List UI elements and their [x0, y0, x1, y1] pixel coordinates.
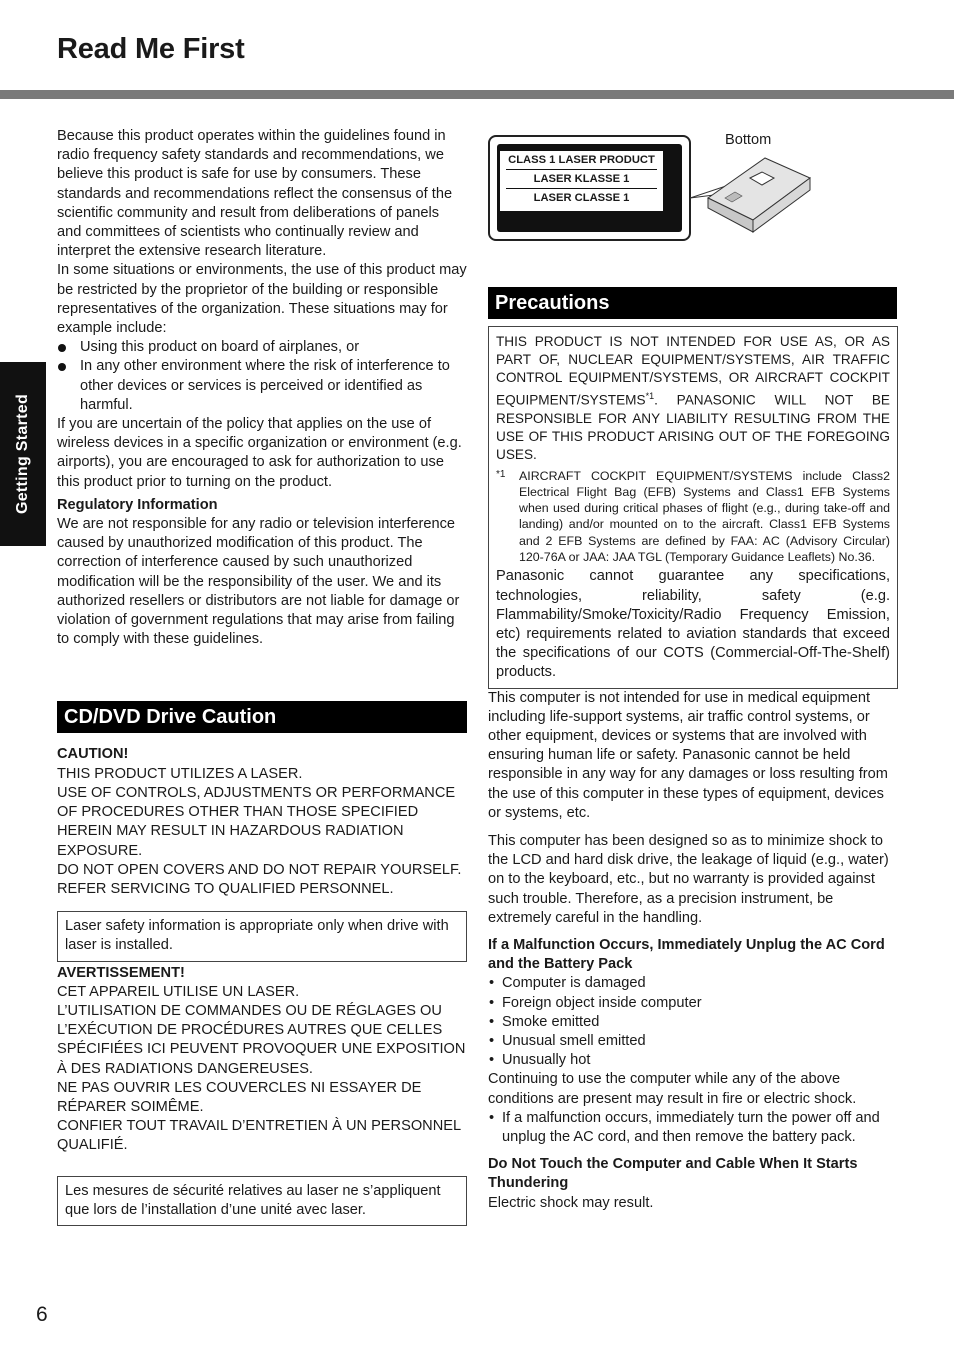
- precaution-caps: THIS PRODUCT IS NOT INTENDED FOR USE AS, OR AS PART OF, NUCLEAR EQUIPMENT/SYSTEMS, AIR TRAFFIC CONTROL EQUIPMENT/SYSTEMS, OR AIRCRAFT COCKPIT EQUIPMENT/SYSTEMS$^{*1}$. PANASONIC WILL NOT BE RESPONSIBLE FOR ANY LIABILITY RESULTING FROM THE USE OF THIS PRODUCT ARISING OUT OF THE FOREGOING USES.: [496, 334, 890, 462]
- list-item: • Smoke emitted: [488, 1013, 898, 1032]
- continuing-text: Continuing to use the computer while any of the above conditions are present may result in fire or electric shock.: [488, 1071, 857, 1107]
- medical-use-text: This computer is not intended for use in medical equipment including life-support systems, air traffic control systems, or other equipment, devices or systems that are involved with ensuring human life or safety. Panasonic cannot be held responsible in any way for any damages or loss resulting from the use of this computer in these types of equipment, devices or systems, etc.: [488, 689, 888, 821]
- caution-line: USE OF CONTROLS, ADJUSTMENTS OR PERFORMANCE OF PROCEDURES OTHER THAN THOSE SPECIFIED HEREIN MAY RESULT IN HAZARDOUS RADIATION EXPOSURE.: [57, 784, 456, 859]
- list-item: • Unusual smell emitted: [488, 1032, 898, 1051]
- page-title: Read Me First: [57, 33, 245, 65]
- cd-dvd-heading: CD/DVD Drive Caution: [57, 701, 467, 733]
- laser-note-fr: [57, 1176, 467, 1226]
- thunder-heading: Do Not Touch the Computer and Cable When It Starts Thundering: [488, 1156, 858, 1192]
- side-tab-label: Getting Started: [14, 393, 31, 515]
- caution-line: THIS PRODUCT UTILIZES A LASER.: [57, 765, 303, 782]
- list-item: • If a malfunction occurs, immediately turn the power off and unplug the AC cord, and then remove the battery pack.: [488, 1109, 898, 1147]
- malfunction-list: [488, 974, 898, 1070]
- panasonic-guarantee-text: Panasonic cannot guarantee any specifications, technologies, reliability, safety (e.g. Flammability/Smoke/Toxicity/Radio Frequency Emission, etc) requirements related to aviation standards that exceed the specifications of our COTS (Commercial-Off-The-Shelf) products.: [496, 568, 890, 681]
- list-item: • Foreign object inside computer: [488, 994, 898, 1013]
- situations-list: [57, 338, 467, 415]
- caution-heading: CAUTION!: [57, 746, 129, 763]
- list-item: In any other environment where the risk of interference to other devices or services is perceived or identified as harmful.: [57, 357, 467, 415]
- laser-label-line: CLASS 1 LASER PRODUCT: [506, 151, 657, 170]
- regulatory-heading: Regulatory Information: [57, 496, 218, 513]
- avert-line: CONFIER TOUT TRAVAIL D’ENTRETIEN À UN PERSONNEL QUALIFIÉ.: [57, 1118, 461, 1154]
- laser-label-card: [500, 151, 663, 211]
- side-tab: [0, 362, 46, 546]
- shock-text: This computer has been designed so as to minimize shock to the LCD and hard disk drive, the leakage of liquid (e.g., water) on to the keyboard, etc., but no warranty is provided against such trouble. Therefore, as a precision instrument, be extremely careful in the handling.: [488, 832, 889, 926]
- caution-line: DO NOT OPEN COVERS AND DO NOT REPAIR YOURSELF.: [57, 861, 462, 878]
- title-rule: [0, 90, 954, 99]
- laser-label-line: LASER KLASSE 1: [506, 170, 657, 189]
- intro-paragraph-2: In some situations or environments, the use of this product may be restricted by the proprietor of the building or responsible representatives of the organization. These situations may for example include:: [57, 262, 467, 337]
- caution-line: REFER SERVICING TO QUALIFIED PERSONNEL.: [57, 880, 394, 897]
- intro-paragraph-3: If you are uncertain of the policy that applies on the use of wireless devices in a specific organization or environment (e.g. airports), you are encouraged to ask for authorization to use this product prior to turning on the product.: [57, 416, 462, 490]
- regulatory-text: We are not responsible for any radio or television interference caused by unauthorized modification of this product. The correction of interference caused by such unauthorized modification will be the responsibility of the user. We and its authorized resellers or distributors are not liable for damage or violation of government regulations that may arise from failing to comply with these guidelines.: [57, 516, 460, 648]
- list-item: • Unusually hot: [488, 1051, 898, 1070]
- laptop-bottom-illustration: [690, 150, 820, 250]
- intro-paragraph-1: Because this product operates within the guidelines found in radio frequency safety standards and recommendations, we believe this product is safe for use by consumers. These standards and recommendations reflect the consensus of the scientific community and result from deliberations of panels and committees of scientists who continually review and interpret the extensive research literature.: [57, 128, 453, 260]
- left-column: [57, 127, 467, 1226]
- thunder-text: Electric shock may result.: [488, 1194, 654, 1211]
- footnote-ref: *1: [645, 391, 655, 401]
- laser-note-en: [57, 911, 467, 961]
- avert-line: NE PAS OUVRIR LES COUVERCLES NI ESSAYER DE RÉPARER SOIMÊME.: [57, 1079, 422, 1115]
- precaution-box: [488, 326, 898, 689]
- laser-note-fr-text: Les mesures de sécurité relatives au laser ne s’appliquent que lors de l’installation d’une unité avec laser.: [65, 1182, 441, 1218]
- avert-line: CET APPAREIL UTILISE UN LASER.: [57, 983, 300, 1000]
- avert-line: L’UTILISATION DE COMMANDES OU DE RÉGLAGES OU L’EXÉCUTION DE PROCÉDURES AUTRES QUE CELLES SPÉCIFIÉES ICI PEUVENT PROVOQUER UNE EXPOSITION À DES RADIATIONS DANGEREUSES.: [57, 1002, 466, 1077]
- laser-label-line: LASER CLASSE 1: [533, 192, 630, 204]
- malfunction-heading: If a Malfunction Occurs, Immediately Unplug the AC Cord and the Battery Pack: [488, 936, 885, 973]
- page-number: 6: [36, 1303, 48, 1326]
- bottom-label: Bottom: [725, 132, 772, 148]
- avertissement-heading: AVERTISSEMENT!: [57, 964, 185, 981]
- precautions-heading: Precautions: [488, 287, 897, 319]
- laser-label-image: [488, 135, 691, 241]
- list-item: • Computer is damaged: [488, 974, 898, 993]
- action-list: [488, 1109, 898, 1147]
- list-item: Using this product on board of airplanes, or: [57, 338, 467, 357]
- right-column: [488, 287, 898, 1213]
- footnote: [496, 468, 890, 566]
- laser-note-en-text: Laser safety information is appropriate only when drive with laser is installed.: [65, 918, 449, 954]
- footnote-text: AIRCRAFT COCKPIT EQUIPMENT/SYSTEMS include Class2 Electrical Flight Bag (EFB) Systems and Class1 EFB Systems when used during critical phases of flight (e.g., during take-off and landing) and/or mounted on to the aircraft. Class1 EFB Systems and 2 EFB Systems are defined by FAA: AC (Advisory Circular) 120-76A or JAA: JAA TGL (Temporary Guidance Leaflets) No.36.: [519, 468, 890, 565]
- footnote-mark: *1: [496, 468, 506, 480]
